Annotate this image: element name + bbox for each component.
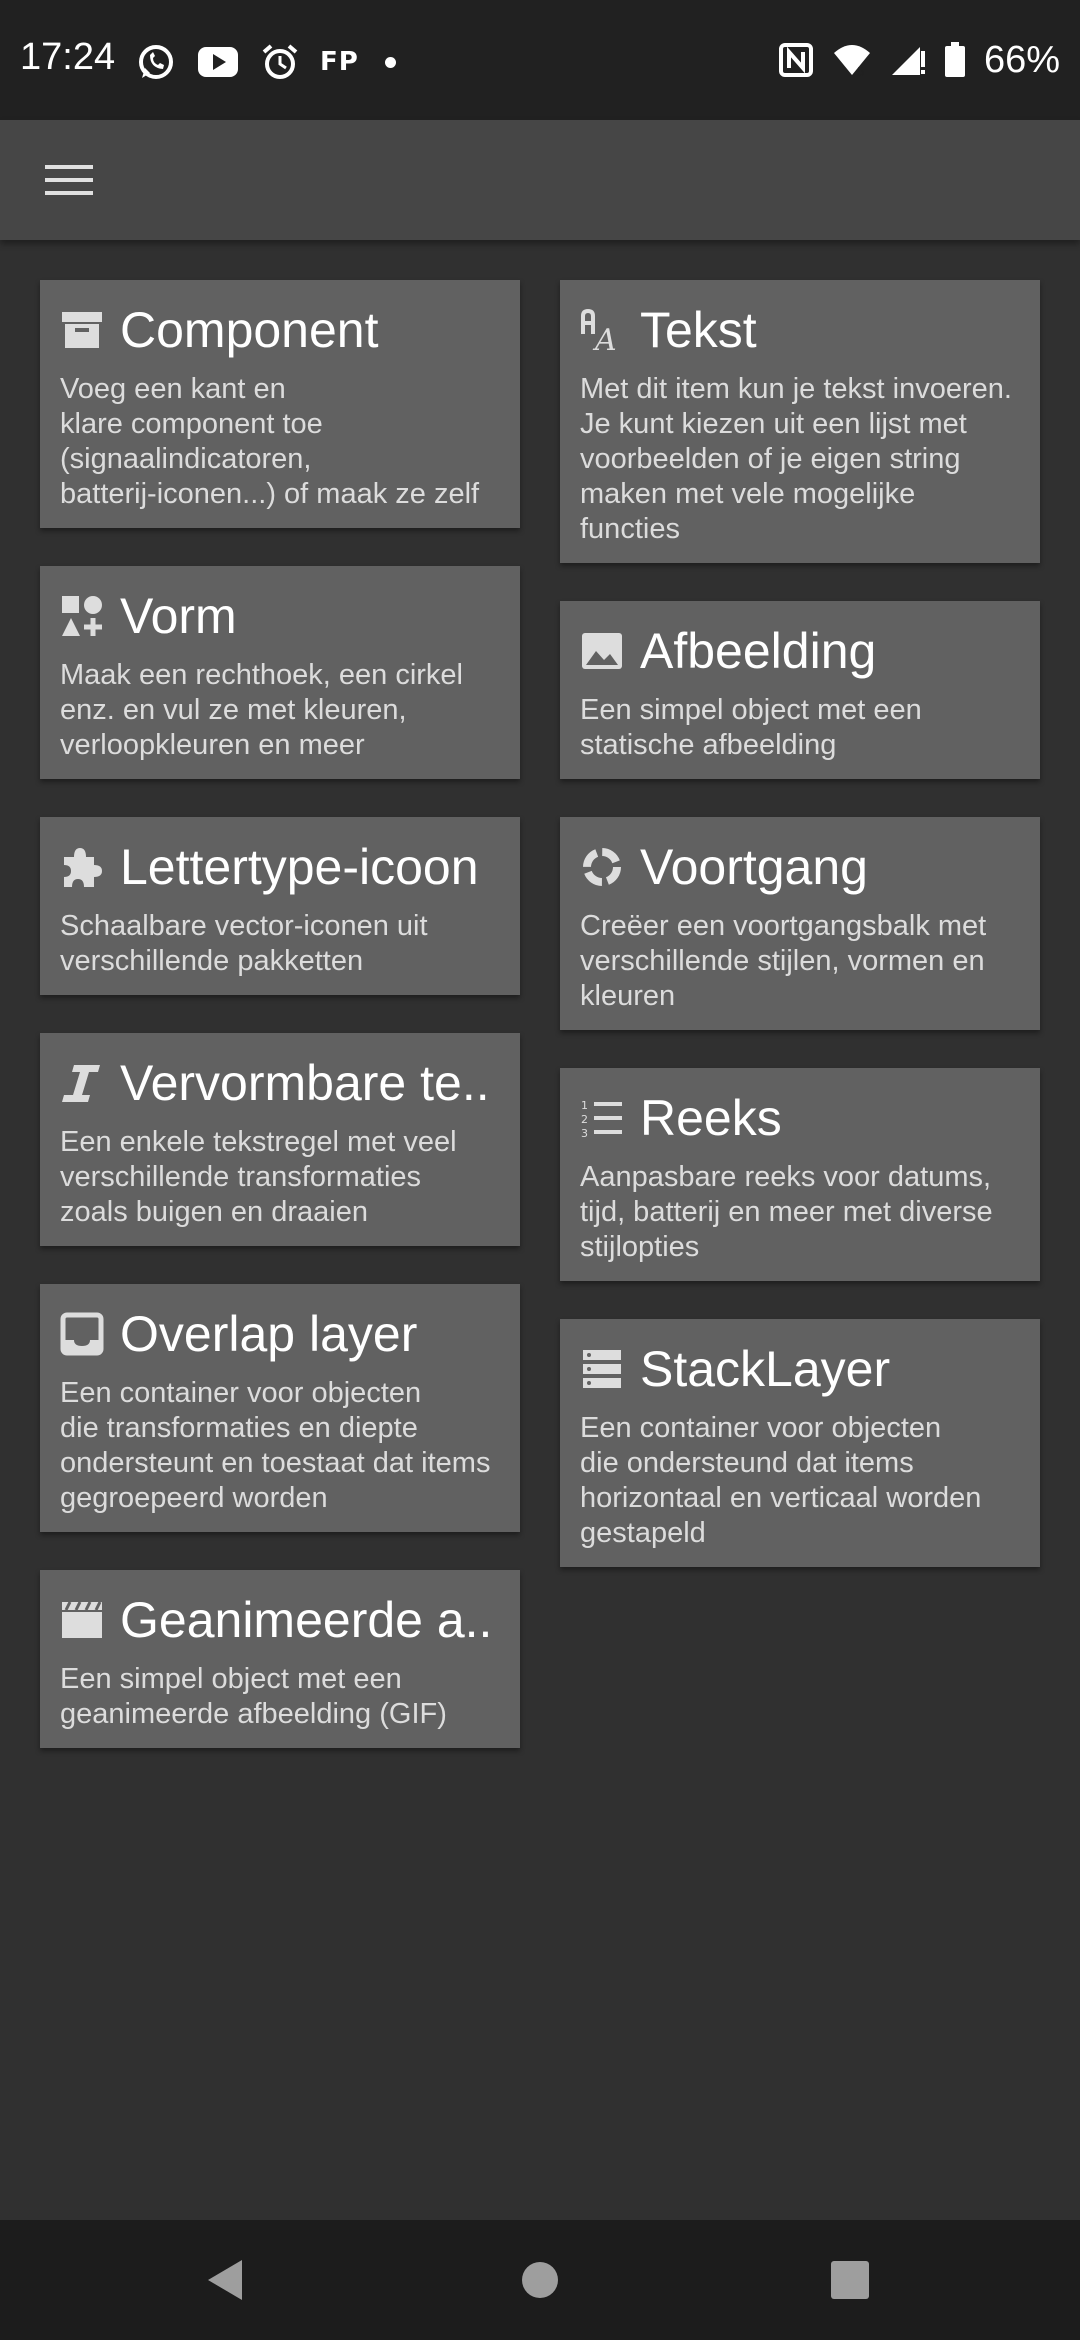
svg-text:2: 2	[581, 1113, 588, 1126]
image-icon	[580, 629, 624, 673]
item-title: Geanimeerde a..	[120, 1592, 493, 1648]
item-description: Schaalbare vector-iconen uit verschillende pakketten	[60, 910, 428, 977]
recents-square-icon[interactable]	[820, 2250, 880, 2310]
item-title: Overlap layer	[120, 1306, 418, 1362]
hamburger-menu-icon[interactable]	[30, 150, 90, 210]
more-notifications-dot	[385, 57, 396, 68]
archive-box-icon	[60, 308, 104, 352]
svg-text:3: 3	[581, 1127, 588, 1140]
item-title: Reeks	[640, 1090, 782, 1146]
item-card-afbeelding[interactable]	[560, 601, 1040, 779]
item-title: StackLayer	[640, 1341, 891, 1397]
item-description: Maak een rechthoek, een cirkel enz. en vul ze met kleuren, verloopkleuren en meer	[60, 659, 463, 761]
status-notification-icons	[136, 40, 396, 84]
status-time: 17:24	[20, 36, 116, 78]
item-description: Een container voor objecten die transformaties en diepte ondersteunt en toestaat dat items gegroepeerd worden	[60, 1377, 491, 1514]
svg-text:5: 5	[856, 65, 865, 77]
whatsapp-icon	[136, 42, 176, 82]
battery-percentage: 66%	[983, 38, 1060, 81]
inbox-tray-icon	[60, 1312, 104, 1356]
alarm-icon	[260, 42, 300, 82]
status-system-icons	[778, 36, 1060, 84]
item-card-overlap-layer[interactable]	[40, 1284, 520, 1532]
home-circle-icon[interactable]	[510, 2250, 570, 2310]
progress-circle-icon	[580, 845, 624, 889]
wifi-icon	[832, 43, 872, 77]
item-card-stacklayer[interactable]	[560, 1319, 1040, 1567]
svg-text:1: 1	[581, 1099, 588, 1112]
nfc-icon	[778, 42, 814, 78]
item-title: Afbeelding	[640, 623, 877, 679]
status-bar	[0, 0, 1080, 120]
item-card-vervormbare-tekst[interactable]	[40, 1033, 520, 1246]
item-title: Lettertype-icoon	[120, 839, 479, 895]
fp-icon: FP	[320, 47, 359, 77]
item-description: Een enkele tekstregel met veel verschillende transformaties zoals buigen en draaien	[60, 1126, 457, 1228]
system-navigation-bar	[0, 2220, 1080, 2340]
item-description: Creëer een voortgangsbalk met verschillende stijlen, vormen en kleuren	[580, 910, 987, 1012]
numbered-list-icon	[580, 1096, 624, 1140]
item-description: Met dit item kun je tekst invoeren. Je kunt kiezen uit een lijst met voorbeelden of je eigen string maken met vele mogelijke functies	[580, 373, 1012, 545]
signal-icon	[890, 43, 926, 77]
stacked-layers-icon	[580, 1347, 624, 1391]
item-card-component[interactable]	[40, 280, 520, 528]
clapperboard-icon	[60, 1598, 104, 1642]
left-column	[40, 280, 520, 1786]
text-font-icon	[580, 308, 624, 352]
item-card-vorm[interactable]	[40, 566, 520, 779]
item-card-voortgang[interactable]	[560, 817, 1040, 1030]
right-column	[560, 280, 1040, 1605]
svg-text:A: A	[595, 323, 617, 352]
item-title: Tekst	[640, 302, 757, 358]
item-title: Vorm	[120, 588, 237, 644]
item-card-reeks[interactable]	[560, 1068, 1040, 1281]
item-description: Een container voor objecten die ondersteund dat items horizontaal en verticaal worden gestapeld	[580, 1412, 982, 1549]
item-description: Een simpel object met een geanimeerde afbeelding (GIF)	[60, 1663, 447, 1730]
app-bar	[0, 120, 1080, 240]
item-title: Component	[120, 302, 379, 358]
puzzle-piece-icon	[60, 845, 104, 889]
item-card-geanimeerde-afbeelding[interactable]	[40, 1570, 520, 1748]
item-title: Voortgang	[640, 839, 868, 895]
item-card-tekst[interactable]	[560, 280, 1040, 563]
item-title: Vervormbare te..	[120, 1055, 490, 1111]
item-description: Aanpasbare reeks voor datums, tijd, batterij en meer met diverse stijlopties	[580, 1161, 993, 1263]
item-card-lettertype-icoon[interactable]	[40, 817, 520, 995]
item-description: Voeg een kant en klare component toe (signaalindicatoren, batterij-iconen...) of maak ze zelf	[60, 373, 480, 510]
battery-icon	[944, 42, 966, 78]
shapes-icon	[60, 594, 104, 638]
item-description: Een simpel object met een statische afbeelding	[580, 694, 922, 761]
back-triangle-icon[interactable]	[196, 2250, 256, 2310]
youtube-icon	[196, 45, 240, 79]
italic-text-icon	[60, 1061, 104, 1105]
